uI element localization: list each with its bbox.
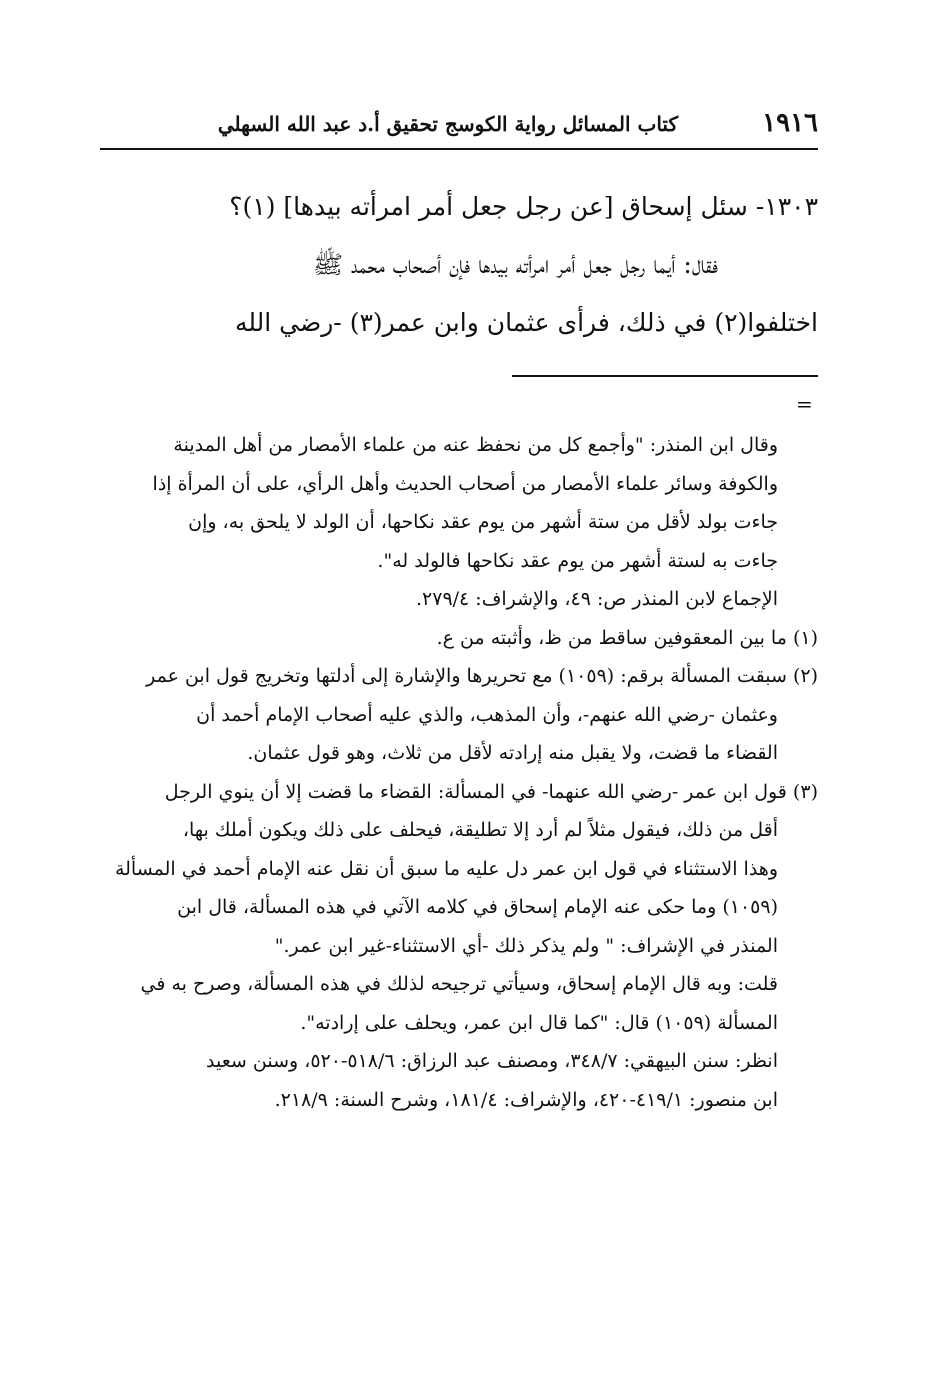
- footnote-line: (٢) سبقت المسألة برقم: (١٠٥٩) مع تحريرها والإشارة إلى أدلتها وتخريج قول ابن عمر: [146, 665, 818, 687]
- page-header: [100, 108, 818, 144]
- main-line: ١٣٠٣- سئل إسحاق [عن رجل جعل أمر امرأته بيدها] (١)؟: [229, 192, 818, 221]
- footnote-line: المسألة (١٠٥٩) قال: "كما قال ابن عمر، ويحلف على إرادته".: [300, 1011, 778, 1034]
- footnote-line: (١٠٥٩) وما حكى عنه الإمام إسحاق في كلامه الآتي في هذه المسألة، قال ابن: [177, 896, 778, 918]
- footnote-line: قلت: وبه قال الإمام إسحاق، وسيأتي ترجيحه لذلك في هذه المسألة، وصرح به في: [140, 973, 778, 995]
- footnote-separator: [512, 375, 818, 377]
- footnote-line: جاءت بولد لأقل من ستة أشهر من يوم عقد نكاحها، أن الولد لا يلحق به، وإن: [188, 511, 778, 533]
- header-rule: [100, 148, 818, 150]
- footnote-line: ابن منصور: ٤١٩/١-٤٢٠، والإشراف: ١٨١/٤، وشرح السنة: ٢١٨/٩.: [274, 1088, 778, 1111]
- running-title: كتاب المسائل رواية الكوسج تحقيق أ.د عبد الله السهلي: [217, 112, 678, 136]
- footnote-line: وقال ابن المنذر: "وأجمع كل من نحفظ عنه من علماء الأمصار من أهل المدينة: [173, 434, 778, 456]
- footnotes: [100, 426, 818, 1119]
- footnote-line: وهذا الاستثناء في قول ابن عمر دل عليه ما سبق أن نقل عنه الإمام أحمد في المسألة: [114, 857, 778, 880]
- main-line: فقال: أيما رجل جعل أمر امرأته بيدها فإن أصحاب محمد ﷺ: [312, 250, 718, 279]
- footnote-line: (١) ما بين المعقوفين ساقط من ظ، وأثبته من ع.: [436, 626, 818, 649]
- main-line: اختلفوا(٢) في ذلك، فرأى عثمان وابن عمر(٣) -رضي الله: [234, 308, 818, 337]
- footnote-line: (٣) قول ابن عمر -رضي الله عنهما- في المسألة: القضاء ما قضت إلا أن ينوي الرجل: [164, 780, 818, 803]
- footnote-line: المنذر في الإشراف: " ولم يذكر ذلك -أي الاستثناء-غير ابن عمر.": [274, 934, 778, 957]
- footnote-line: جاءت به لستة أشهر من يوم عقد نكاحها فالولد له".: [377, 549, 778, 572]
- footnote-line: الإجماع لابن المنذر ص: ٤٩، والإشراف: ٢٧٩/٤.: [415, 588, 778, 610]
- footnote-line: وعثمان -رضي الله عنهم-، وأن المذهب، والذي عليه أصحاب الإمام أحمد أن: [196, 703, 778, 726]
- page-number: ١٩١٦: [762, 108, 818, 138]
- continuation-mark: =: [796, 392, 813, 416]
- footnote-line: والكوفة وسائر علماء الأمصار من أصحاب الحديث وأهل الرأي، على أن المرأة إذا: [152, 472, 778, 495]
- main-text: [100, 178, 818, 352]
- footnote-line: انظر: سنن البيهقي: ٣٤٨/٧، ومصنف عبد الرزاق: ٥١٨/٦-٥٢٠، وسنن سعيد: [206, 1050, 778, 1072]
- footnote-line: أقل من ذلك، فيقول مثلاً لم أرد إلا تطليقة، فيحلف على ذلك ويكون أملك بها،: [182, 819, 778, 841]
- footnote-line: القضاء ما قضت، ولا يقبل منه إرادته لأقل من ثلاث، وهو قول عثمان.: [247, 742, 778, 764]
